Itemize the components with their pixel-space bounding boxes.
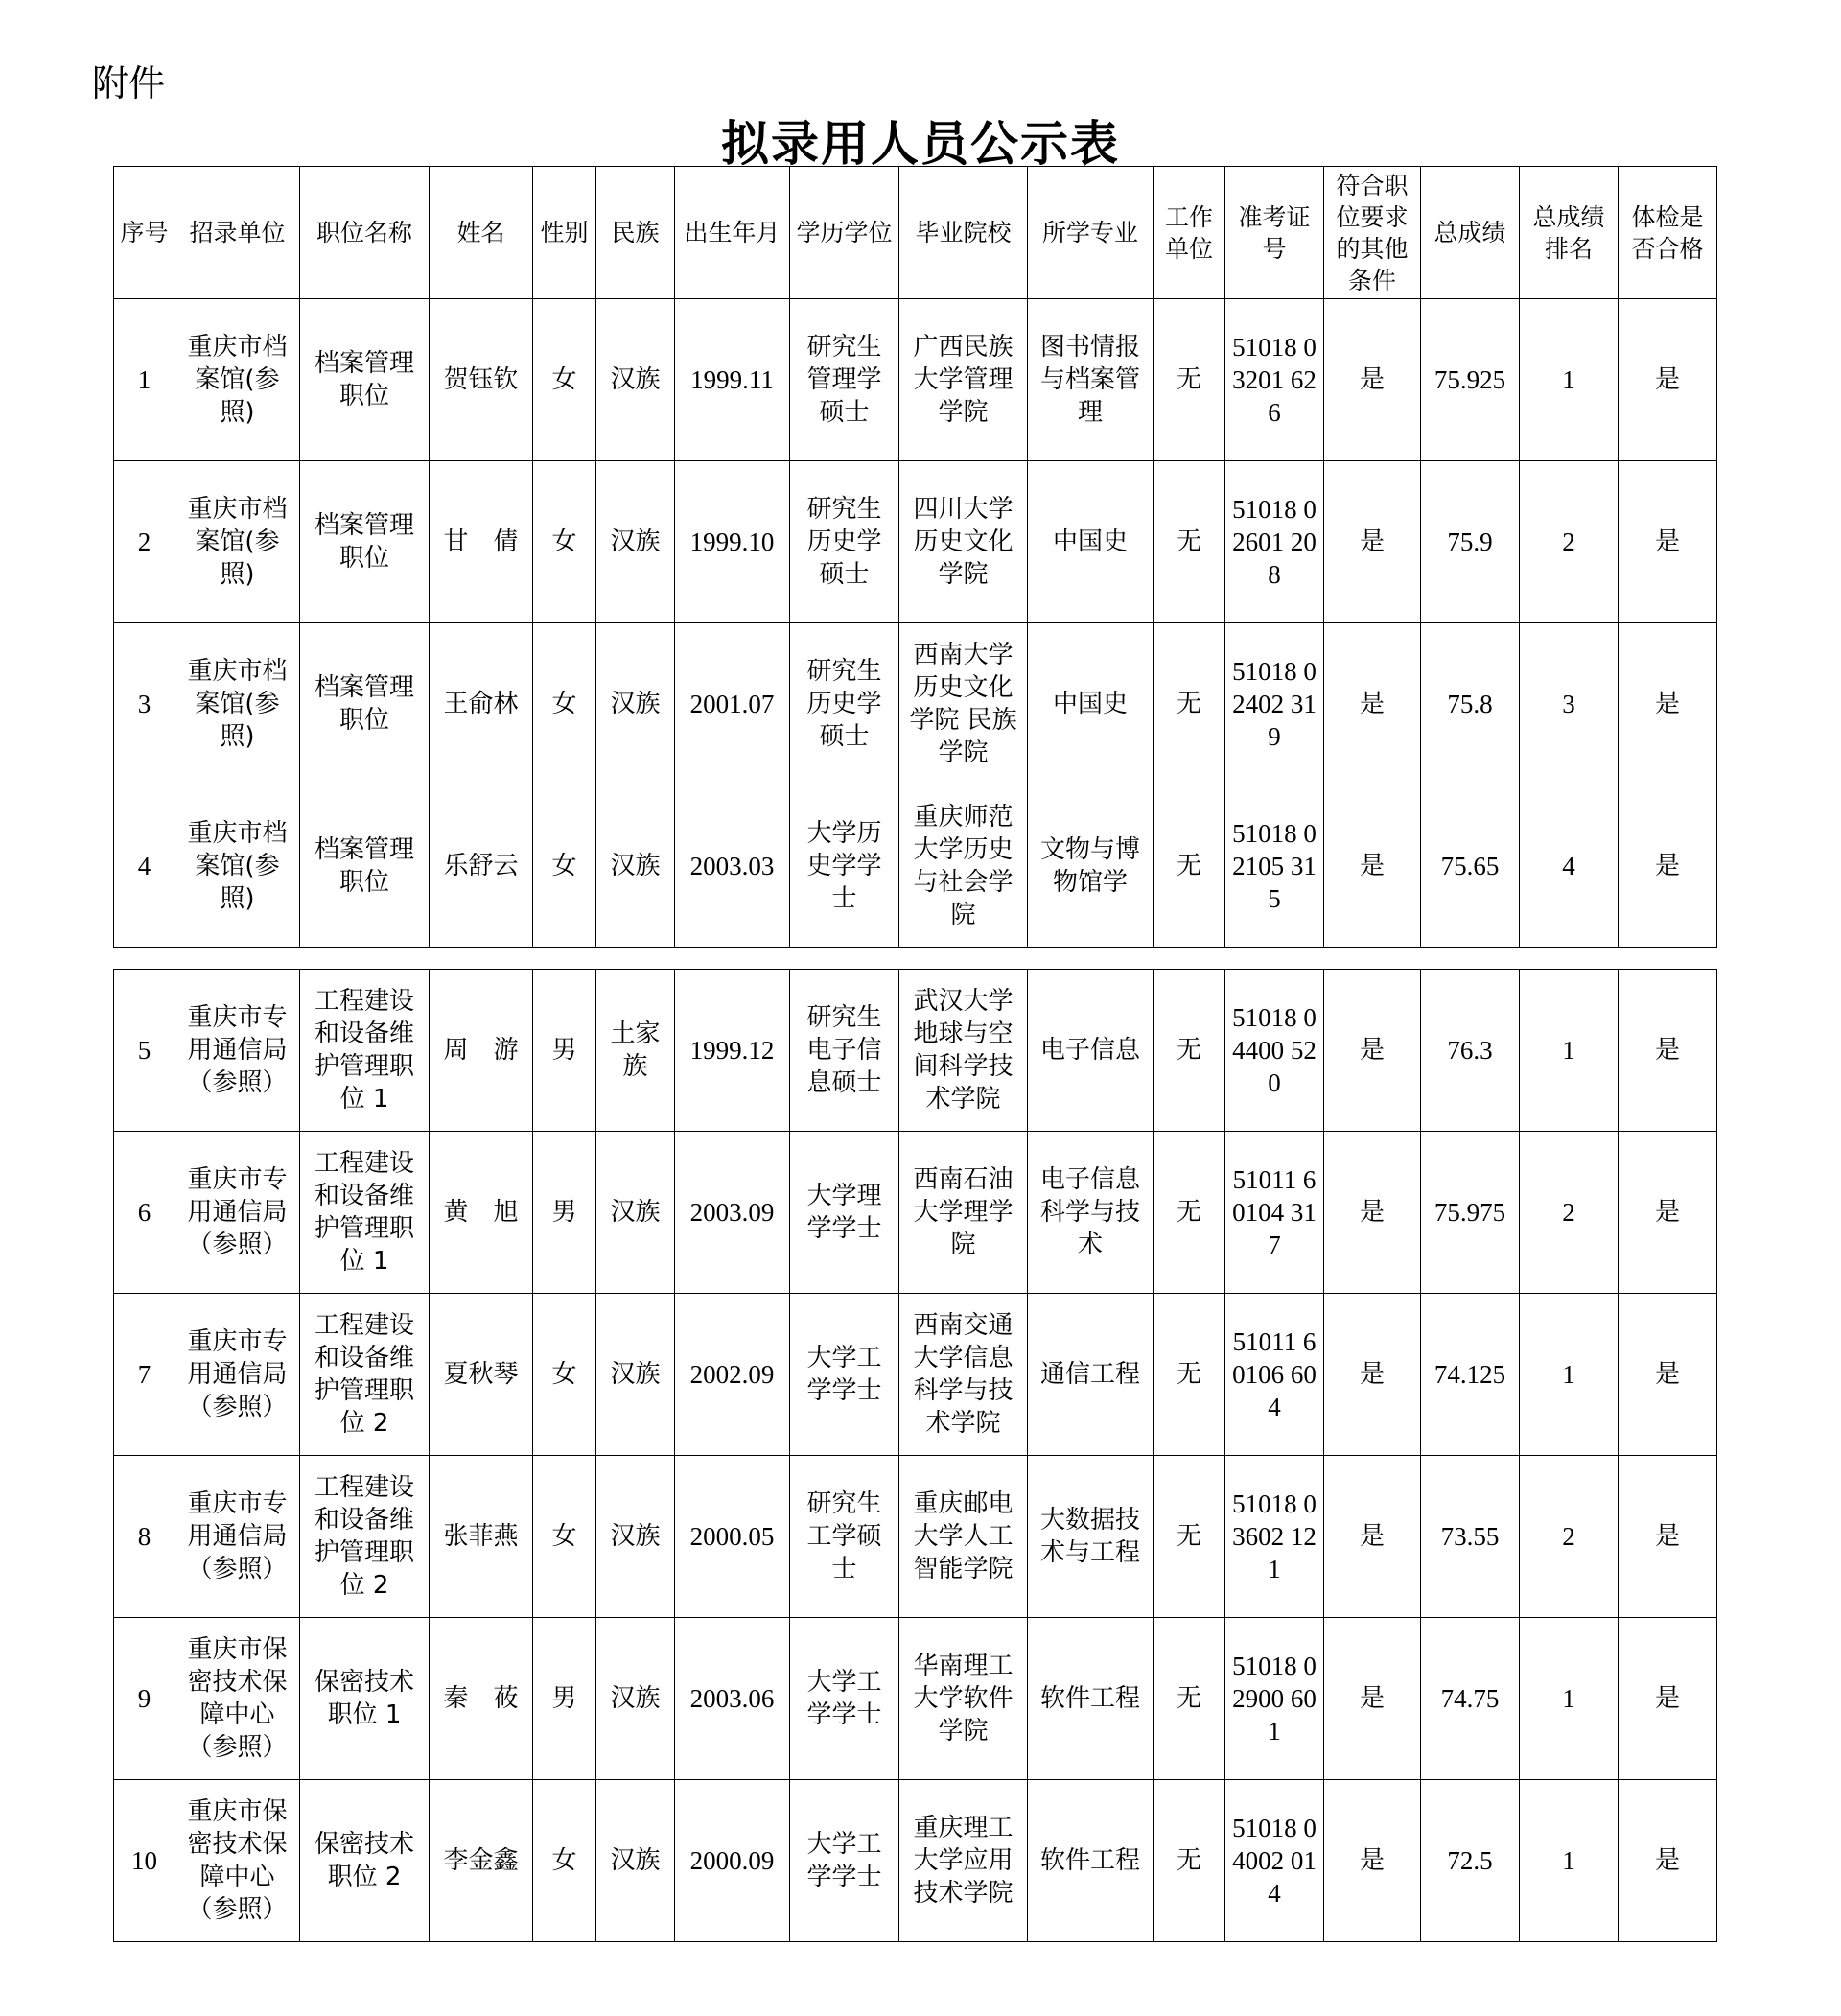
cell-ethnicity: 汉族 [596,1294,675,1456]
cell-no: 5 [114,970,175,1132]
header-name: 姓名 [430,167,533,299]
cell-birth: 2001.07 [675,623,790,785]
cell-employer: 无 [1154,1618,1225,1780]
cell-ethnicity: 汉族 [596,623,675,785]
cell-major: 大数据技术与工程 [1028,1456,1154,1618]
attachment-label: 附件 [92,62,166,105]
cell-medical: 是 [1619,299,1717,461]
table-row [114,1780,1717,1942]
cell-score: 74.75 [1421,1618,1520,1780]
cell-score: 75.925 [1421,299,1520,461]
cell-major: 通信工程 [1028,1294,1154,1456]
header-rank: 总成绩排名 [1520,167,1619,299]
candidates-table-part-2 [113,969,1717,1942]
cell-unit: 重庆市档案馆(参照) [175,785,300,948]
table-row [114,1618,1717,1780]
cell-unit: 重庆市专用通信局（参照） [175,1456,300,1618]
cell-name: 李金鑫 [430,1780,533,1942]
header-gender: 性别 [533,167,596,299]
cell-degree: 研究生管理学硕士 [790,299,899,461]
cell-degree: 研究生历史学硕士 [790,461,899,623]
cell-birth: 2003.03 [675,785,790,948]
cell-score: 76.3 [1421,970,1520,1132]
cell-exam-id: 51018 04400 520 [1225,970,1324,1132]
header-birth: 出生年月 [675,167,790,299]
cell-exam-id: 51018 03201 626 [1225,299,1324,461]
cell-rank: 1 [1520,299,1619,461]
cell-employer: 无 [1154,299,1225,461]
cell-school: 四川大学历史文化学院 [899,461,1028,623]
cell-unit: 重庆市档案馆(参照) [175,623,300,785]
cell-medical: 是 [1619,461,1717,623]
cell-position: 档案管理职位 [300,299,430,461]
cell-name: 夏秋琴 [430,1294,533,1456]
cell-school: 重庆邮电大学人工智能学院 [899,1456,1028,1618]
table-row [114,299,1717,461]
cell-name: 乐舒云 [430,785,533,948]
cell-name: 甘 倩 [430,461,533,623]
table-row [114,1132,1717,1294]
cell-gender: 女 [533,623,596,785]
cell-major: 中国史 [1028,623,1154,785]
cell-major: 电子信息 [1028,970,1154,1132]
cell-score: 72.5 [1421,1780,1520,1942]
cell-other-conditions: 是 [1324,970,1421,1132]
cell-no: 2 [114,461,175,623]
cell-name: 黄 旭 [430,1132,533,1294]
cell-degree: 大学工学学士 [790,1780,899,1942]
cell-position: 保密技术职位 1 [300,1618,430,1780]
cell-degree: 研究生历史学硕士 [790,623,899,785]
cell-major: 图书情报与档案管理 [1028,299,1154,461]
cell-medical: 是 [1619,1294,1717,1456]
cell-degree: 大学工学学士 [790,1294,899,1456]
cell-employer: 无 [1154,623,1225,785]
cell-position: 工程建设和设备维护管理职位 1 [300,970,430,1132]
cell-ethnicity: 汉族 [596,785,675,948]
cell-ethnicity: 汉族 [596,1132,675,1294]
cell-gender: 女 [533,785,596,948]
header-score: 总成绩 [1421,167,1520,299]
cell-other-conditions: 是 [1324,1456,1421,1618]
cell-exam-id: 51018 02402 319 [1225,623,1324,785]
header-unit: 招录单位 [175,167,300,299]
cell-exam-id: 51011 60104 317 [1225,1132,1324,1294]
header-employer: 工作单位 [1154,167,1225,299]
cell-rank: 1 [1520,1780,1619,1942]
cell-gender: 男 [533,970,596,1132]
cell-employer: 无 [1154,1294,1225,1456]
cell-school: 西南交通大学信息科学与技术学院 [899,1294,1028,1456]
cell-name: 周 游 [430,970,533,1132]
cell-birth: 2003.06 [675,1618,790,1780]
cell-school: 重庆理工大学应用技术学院 [899,1780,1028,1942]
cell-ethnicity: 汉族 [596,1456,675,1618]
cell-school: 重庆师范大学历史与社会学院 [899,785,1028,948]
table-row [114,461,1717,623]
cell-no: 8 [114,1456,175,1618]
cell-ethnicity: 汉族 [596,299,675,461]
cell-birth: 2000.09 [675,1780,790,1942]
cell-unit: 重庆市档案馆(参照) [175,299,300,461]
cell-exam-id: 51018 02601 208 [1225,461,1324,623]
cell-rank: 3 [1520,623,1619,785]
cell-rank: 4 [1520,785,1619,948]
cell-school: 广西民族大学管理学院 [899,299,1028,461]
cell-score: 75.65 [1421,785,1520,948]
cell-major: 软件工程 [1028,1780,1154,1942]
cell-gender: 女 [533,461,596,623]
cell-exam-id: 51018 04002 014 [1225,1780,1324,1942]
cell-no: 1 [114,299,175,461]
table-header-row [114,167,1717,299]
table-row [114,785,1717,948]
cell-medical: 是 [1619,1456,1717,1618]
cell-position: 保密技术职位 2 [300,1780,430,1942]
cell-medical: 是 [1619,1618,1717,1780]
cell-gender: 男 [533,1618,596,1780]
cell-other-conditions: 是 [1324,1132,1421,1294]
cell-rank: 1 [1520,1294,1619,1456]
cell-medical: 是 [1619,1132,1717,1294]
cell-birth: 1999.12 [675,970,790,1132]
cell-unit: 重庆市专用通信局（参照） [175,970,300,1132]
cell-unit: 重庆市专用通信局（参照） [175,1294,300,1456]
cell-ethnicity: 汉族 [596,461,675,623]
cell-school: 华南理工大学软件学院 [899,1618,1028,1780]
cell-unit: 重庆市档案馆(参照) [175,461,300,623]
cell-unit: 重庆市保密技术保障中心（参照） [175,1618,300,1780]
cell-degree: 研究生工学硕士 [790,1456,899,1618]
cell-no: 10 [114,1780,175,1942]
cell-rank: 2 [1520,461,1619,623]
cell-exam-id: 51011 60106 604 [1225,1294,1324,1456]
table-row [114,970,1717,1132]
cell-rank: 2 [1520,1132,1619,1294]
cell-name: 贺钰钦 [430,299,533,461]
header-medical: 体检是否合格 [1619,167,1717,299]
header-position: 职位名称 [300,167,430,299]
cell-name: 王俞林 [430,623,533,785]
cell-school: 武汉大学地球与空间科学技术学院 [899,970,1028,1132]
cell-no: 4 [114,785,175,948]
cell-school: 西南大学历史文化学院 民族学院 [899,623,1028,785]
cell-employer: 无 [1154,970,1225,1132]
header-degree: 学历学位 [790,167,899,299]
cell-other-conditions: 是 [1324,1618,1421,1780]
cell-score: 75.8 [1421,623,1520,785]
header-ethnicity: 民族 [596,167,675,299]
cell-gender: 女 [533,299,596,461]
cell-employer: 无 [1154,785,1225,948]
cell-major: 中国史 [1028,461,1154,623]
cell-position: 档案管理职位 [300,461,430,623]
cell-major: 文物与博物馆学 [1028,785,1154,948]
cell-score: 73.55 [1421,1456,1520,1618]
cell-degree: 大学历史学学士 [790,785,899,948]
header-exam-id: 准考证号 [1225,167,1324,299]
cell-degree: 研究生电子信息硕士 [790,970,899,1132]
cell-major: 软件工程 [1028,1618,1154,1780]
header-major: 所学专业 [1028,167,1154,299]
cell-other-conditions: 是 [1324,299,1421,461]
cell-other-conditions: 是 [1324,1780,1421,1942]
page-title: 拟录用人员公示表 [721,116,1120,172]
cell-name: 张菲燕 [430,1456,533,1618]
cell-ethnicity: 土家族 [596,970,675,1132]
cell-medical: 是 [1619,970,1717,1132]
cell-exam-id: 51018 02105 315 [1225,785,1324,948]
cell-rank: 2 [1520,1456,1619,1618]
cell-gender: 女 [533,1456,596,1618]
header-school: 毕业院校 [899,167,1028,299]
cell-name: 秦 莜 [430,1618,533,1780]
cell-exam-id: 51018 02900 601 [1225,1618,1324,1780]
cell-no: 3 [114,623,175,785]
cell-ethnicity: 汉族 [596,1780,675,1942]
cell-degree: 大学工学学士 [790,1618,899,1780]
table-row [114,1294,1717,1456]
cell-no: 7 [114,1294,175,1456]
cell-position: 工程建设和设备维护管理职位 1 [300,1132,430,1294]
cell-rank: 1 [1520,1618,1619,1780]
cell-position: 档案管理职位 [300,623,430,785]
cell-gender: 女 [533,1294,596,1456]
cell-other-conditions: 是 [1324,1294,1421,1456]
cell-no: 9 [114,1618,175,1780]
cell-gender: 女 [533,1780,596,1942]
cell-degree: 大学理学学士 [790,1132,899,1294]
cell-birth: 1999.10 [675,461,790,623]
cell-medical: 是 [1619,1780,1717,1942]
cell-exam-id: 51018 03602 121 [1225,1456,1324,1618]
cell-no: 6 [114,1132,175,1294]
cell-score: 74.125 [1421,1294,1520,1456]
cell-birth: 1999.11 [675,299,790,461]
cell-employer: 无 [1154,461,1225,623]
cell-medical: 是 [1619,623,1717,785]
cell-unit: 重庆市保密技术保障中心（参照） [175,1780,300,1942]
table-row [114,623,1717,785]
cell-other-conditions: 是 [1324,461,1421,623]
table-row [114,1456,1717,1618]
cell-other-conditions: 是 [1324,623,1421,785]
cell-position: 档案管理职位 [300,785,430,948]
cell-unit: 重庆市专用通信局（参照） [175,1132,300,1294]
cell-employer: 无 [1154,1780,1225,1942]
cell-other-conditions: 是 [1324,785,1421,948]
cell-ethnicity: 汉族 [596,1618,675,1780]
cell-position: 工程建设和设备维护管理职位 2 [300,1456,430,1618]
cell-gender: 男 [533,1132,596,1294]
cell-employer: 无 [1154,1132,1225,1294]
candidates-table-part-1 [113,166,1717,948]
cell-position: 工程建设和设备维护管理职位 2 [300,1294,430,1456]
cell-birth: 2003.09 [675,1132,790,1294]
cell-school: 西南石油大学理学院 [899,1132,1028,1294]
header-other-conditions: 符合职位要求的其他条件 [1324,167,1421,299]
header-no: 序号 [114,167,175,299]
cell-rank: 1 [1520,970,1619,1132]
cell-employer: 无 [1154,1456,1225,1618]
cell-medical: 是 [1619,785,1717,948]
cell-score: 75.975 [1421,1132,1520,1294]
cell-major: 电子信息科学与技术 [1028,1132,1154,1294]
cell-birth: 2000.05 [675,1456,790,1618]
cell-score: 75.9 [1421,461,1520,623]
cell-birth: 2002.09 [675,1294,790,1456]
